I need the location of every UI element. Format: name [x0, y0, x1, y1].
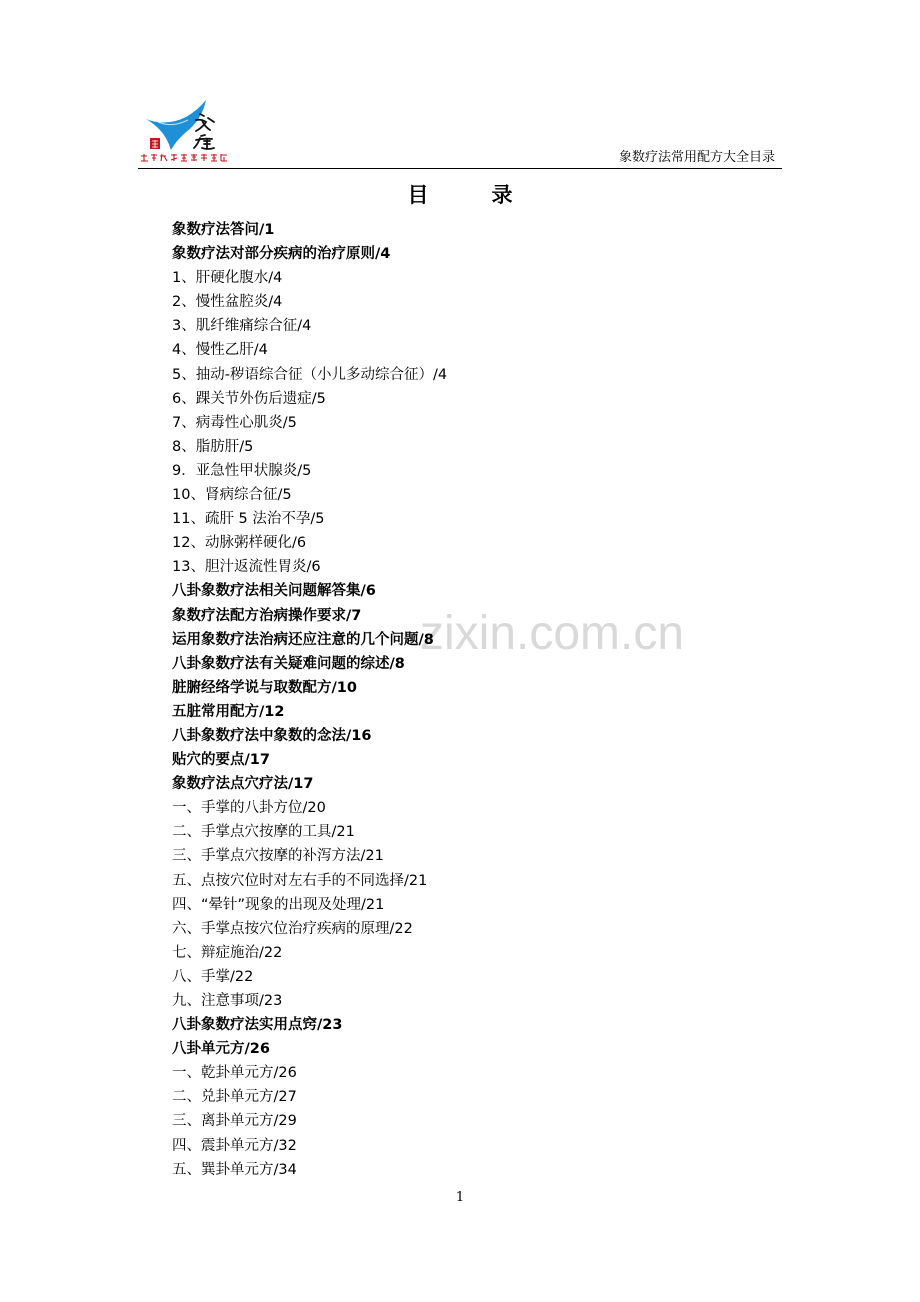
logo-seal-icon [150, 138, 160, 149]
toc-subentry: 六、手掌点按穴位治疗疾病的原理/22 [172, 920, 413, 937]
toc-section-entry: 八卦象数疗法有关疑难问题的综述/8 [172, 655, 405, 672]
toc-subentry: 二、兑卦单元方/27 [172, 1089, 297, 1106]
toc-subentry: 4、慢性乙肝/4 [172, 342, 268, 359]
logo-calligraphy-icon [194, 114, 214, 149]
logo-tagline-icon [141, 154, 227, 161]
toc-subentry: 八、手掌/22 [172, 968, 254, 985]
toc-section-entry: 八卦象数疗法实用点窍/23 [172, 1017, 343, 1034]
watermark: zixin.com.cn [420, 607, 685, 660]
page-number: 1 [455, 1190, 465, 1205]
toc-subentry: 五、巽卦单元方/34 [172, 1161, 297, 1178]
toc-subentry: 2、慢性盆腔炎/4 [172, 294, 283, 311]
toc-subentry: 3、肌纤维痛综合征/4 [172, 318, 312, 335]
toc-section-entry: 象数疗法配方治病操作要求/7 [172, 607, 362, 624]
toc-subentry: 5、抽动-秽语综合征（小儿多动综合征）/4 [172, 366, 448, 383]
toc-subentry: 10、肾病综合征/5 [172, 487, 292, 504]
toc-section-entry: 贴穴的要点/17 [172, 752, 270, 769]
toc-section-entry: 象数疗法答问/1 [172, 222, 275, 238]
toc-subentry: 6、踝关节外伤后遗症/5 [172, 390, 326, 407]
table-of-contents [172, 218, 772, 1182]
toc-subentry: 8、脂肪肝/5 [172, 438, 254, 455]
toc-subentry: 11、疏肝 5 法治不孕/5 [172, 511, 325, 528]
toc-subentry: 三、手掌点穴按摩的补泻方法/21 [172, 848, 384, 865]
toc-subentry: 1、肝硬化腹水/4 [172, 270, 283, 287]
brand-logo [138, 98, 234, 168]
toc-section-entry: 八卦象数疗法中象数的念法/16 [172, 727, 372, 744]
toc-section-entry: 象数疗法点穴疗法/17 [172, 776, 314, 793]
toc-subentry: 12、动脉粥样硬化/6 [172, 535, 307, 552]
toc-subentry: 七、辩症施治/22 [172, 944, 283, 961]
toc-subentry: 7、病毒性心肌炎/5 [172, 414, 297, 431]
toc-section-entry: 运用象数疗法治病还应注意的几个问题/8 [172, 631, 434, 648]
toc-subentry: 九、注意事项/23 [172, 993, 283, 1009]
running-header: 象数疗法常用配方大全目录 [618, 150, 775, 165]
toc-section-entry: 五脏常用配方/12 [172, 703, 285, 720]
toc-section-entry: 八卦单元方/26 [172, 1041, 270, 1058]
toc-section-entry: 脏腑经络学说与取数配方/10 [172, 679, 357, 696]
toc-subentry: 五、点按穴位时对左右手的不同选择/21 [172, 872, 428, 889]
toc-subentry: 四、“晕针”现象的出现及处理/21 [172, 896, 385, 913]
toc-subentry: 一、乾卦单元方/26 [172, 1065, 297, 1082]
header-divider [138, 168, 782, 169]
toc-subentry: 四、震卦单元方/32 [172, 1137, 297, 1154]
toc-subentry: 13、胆汁返流性胃炎/6 [172, 559, 321, 576]
toc-section-entry: 八卦象数疗法相关问题解答集/6 [172, 583, 376, 600]
toc-subentry: 二、手掌点穴按摩的工具/21 [172, 824, 355, 841]
toc-subentry: 9．亚急性甲状腺炎/5 [172, 462, 312, 479]
toc-subentry: 三、离卦单元方/29 [172, 1113, 297, 1130]
toc-section-entry: 象数疗法对部分疾病的治疗原则/4 [172, 246, 391, 263]
toc-subentry: 一、手掌的八卦方位/20 [172, 800, 326, 817]
page-title: 目 录 [407, 183, 513, 207]
